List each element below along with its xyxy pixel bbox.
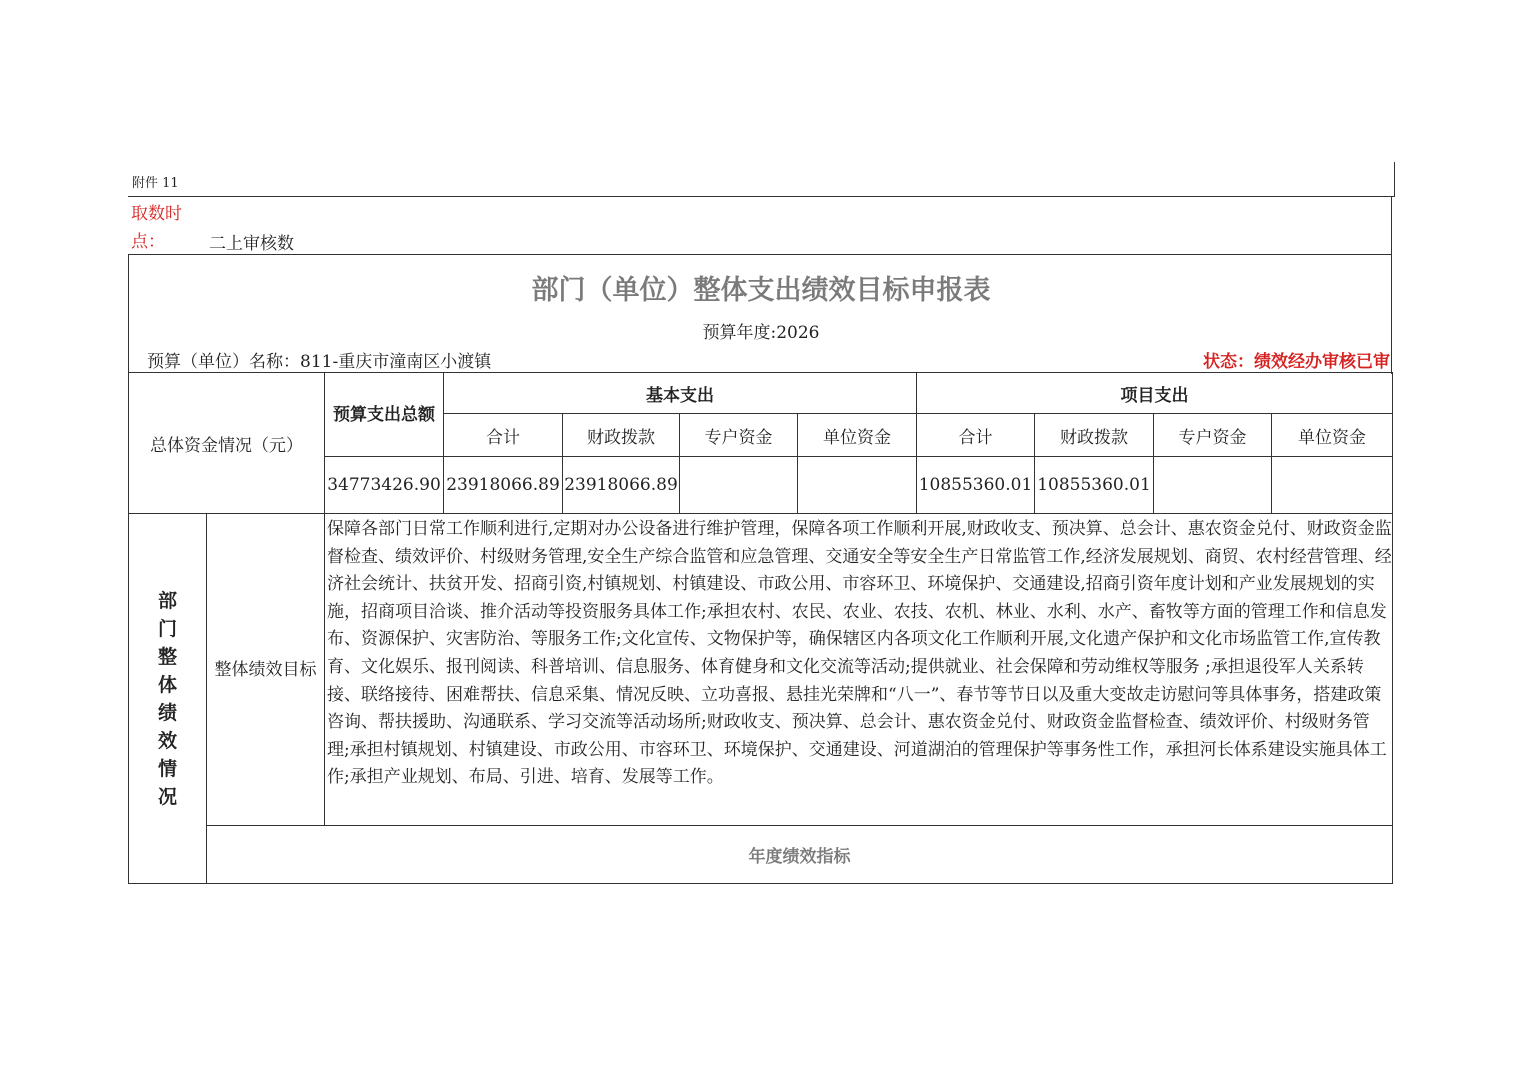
sub-header-project-unit: 单位资金 — [1272, 414, 1393, 457]
basic-sum-value: 23918066.89 — [444, 457, 563, 514]
attachment-label: 附件 11 — [132, 176, 179, 191]
sub-header-basic-sum: 合计 — [444, 414, 563, 457]
unit-name: 预算（单位）名称：811-重庆市潼南区小渡镇 — [147, 352, 492, 372]
sub-header-project-fiscal: 财政拨款 — [1035, 414, 1154, 457]
status-badge: 状态：绩效经办审核已审 — [1203, 352, 1390, 372]
budget-table — [128, 372, 1393, 884]
annual-indicators-heading: 年度绩效指标 — [207, 826, 1393, 884]
title-top-border — [128, 254, 1392, 255]
time-value: 二上审核数 — [209, 234, 294, 254]
sub-header-basic-unit: 单位资金 — [798, 414, 917, 457]
project-fiscal-value: 10855360.01 — [1035, 457, 1154, 514]
sub-header-basic-fiscal: 财政拨款 — [563, 414, 680, 457]
total-header: 预算支出总额 — [325, 373, 444, 457]
goal-label: 整体绩效目标 — [207, 514, 325, 826]
project-sum-value: 10855360.01 — [917, 457, 1035, 514]
project-unit-value — [1272, 457, 1393, 514]
page-title: 部门（单位）整体支出绩效目标申报表 — [531, 275, 991, 306]
budget-year: 预算年度:2026 — [702, 323, 820, 343]
header-right-border — [1394, 162, 1395, 196]
basic-unit-value — [798, 457, 917, 514]
funds-row-label: 总体资金情况（元） — [129, 373, 325, 514]
goal-text: 保障各部门日常工作顺利进行,定期对办公设备进行维护管理，保障各项工作顺利开展,财政收支、预决算、总会计、惠农资金兑付、财政资金监督检查、绩效评价、村级财务管理,安全生产综合监管和应急管理、交通安全等安全生产日常监管工作,经济发展规划、商贸、农村经营管理、经济社会统计、扶贫开发、招商引资,村镇规划、村镇建设、市政公用、市容环卫、环境保护、交通建设,招商引资年度计划和产业发展规划的实施，招商项目洽谈、推介活动等投资服务具体工作;承担农村、农民、农业、农技、农机、林业、水利、水产、畜牧等方面的管理工作和信息发布、资源保护、灾害防治、等服务工作;文化宣传、文物保护等，确保辖区内各项文化工作顺利开展,文化遗产保护和文化市场监管工作,宣传教育、文化娱乐、报刊阅读、科普培训、信息服务、体育健身和文化交流等活动;提供就业、社会保障和劳动维权等服务 ;承担退役军人关系转接、联络接待、困难帮扶、信息采集、情况反映、立功喜报、悬挂光荣牌和“八一”、春节等节日以及重大变故走访慰问等具体事务，搭建政策咨询、帮扶援助、沟通联系、学习交流等活动场所;财政收支、预决算、总会计、惠农资金兑付、财政资金监督检查、绩效评价、村级财务管理;承担村镇规划、村镇建设、市政公用、市容环卫、环境保护、交通建设、河道湖泊的管理保护等事务性工作，承担河长体系建设实施具体工作;承担产业规划、布局、引进、培育、发展等工作。 — [325, 514, 1393, 826]
sub-header-project-special: 专户资金 — [1154, 414, 1272, 457]
header-divider — [128, 196, 1395, 197]
basic-special-value — [680, 457, 798, 514]
sub-header-basic-special: 专户资金 — [680, 414, 798, 457]
total-value: 34773426.90 — [325, 457, 444, 514]
title-left-border — [128, 254, 129, 374]
project-header: 项目支出 — [917, 373, 1393, 414]
sub-header-project-sum: 合计 — [917, 414, 1035, 457]
basic-header: 基本支出 — [444, 373, 917, 414]
basic-fiscal-value: 23918066.89 — [563, 457, 680, 514]
project-special-value — [1154, 457, 1272, 514]
performance-section-label: 部门整体绩效情况 — [129, 514, 207, 884]
time-label: 取数时 点： — [131, 204, 182, 252]
